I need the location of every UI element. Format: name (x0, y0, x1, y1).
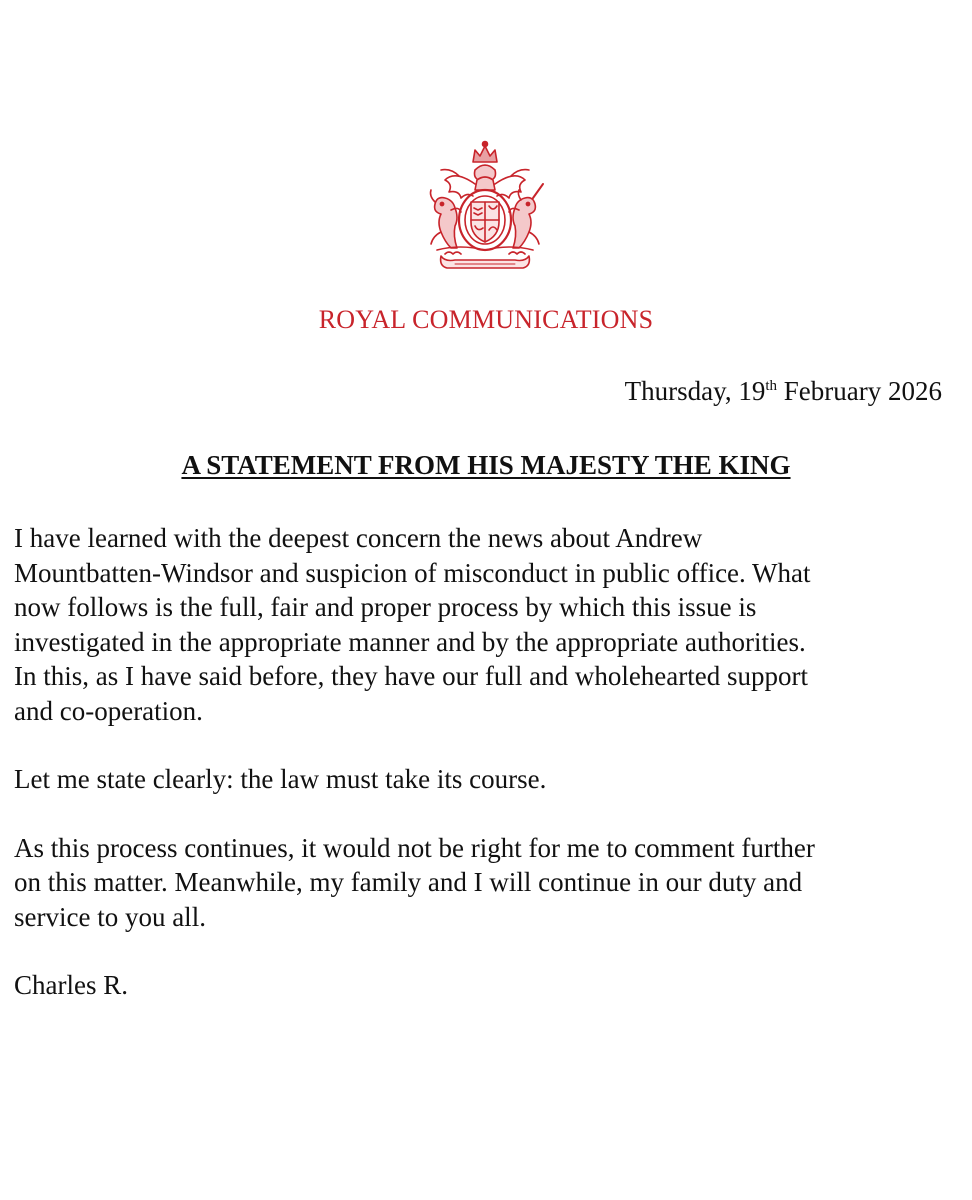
paragraph-line: Let me state clearly: the law must take its course. (14, 764, 547, 794)
date-day: 19 (738, 376, 766, 406)
statement-heading: A STATEMENT FROM HIS MAJESTY THE KING (181, 450, 791, 480)
statement-body (14, 521, 954, 1003)
statement-date (625, 376, 942, 407)
paragraph-line: service to you all. (14, 901, 206, 932)
letterhead-title: ROYAL COMMUNICATIONS (318, 305, 654, 334)
paragraph-line: As this process continues, it would not be right for me to comment further (14, 832, 815, 863)
date-weekday: Thursday, (624, 376, 732, 406)
date-month-year: February 2026 (783, 376, 942, 406)
paragraph-line: I have learned with the deepest concern the news about Andrew (14, 523, 703, 553)
paragraph-line: now follows is the full, fair and proper process by which this issue is (14, 592, 757, 622)
signature: Charles R. (14, 970, 128, 1000)
paragraph-line: In this, as I have said before, they have our full and wholehearted support (14, 661, 808, 691)
royal-coat-of-arms-icon (415, 140, 555, 275)
paragraph-line: on this matter. Meanwhile, my family and I will continue in our duty and (14, 867, 803, 897)
paragraph-line: and co-operation. (14, 695, 203, 726)
date-ordinal: th (765, 378, 778, 394)
paragraph-1 (14, 521, 954, 728)
paragraph-3 (14, 831, 954, 935)
paragraph-line: Mountbatten-Windsor and suspicion of misconduct in public office. What (14, 557, 811, 588)
paragraph-2 (14, 762, 954, 797)
paragraph-line: investigated in the appropriate manner and by the appropriate authorities. (14, 626, 806, 657)
